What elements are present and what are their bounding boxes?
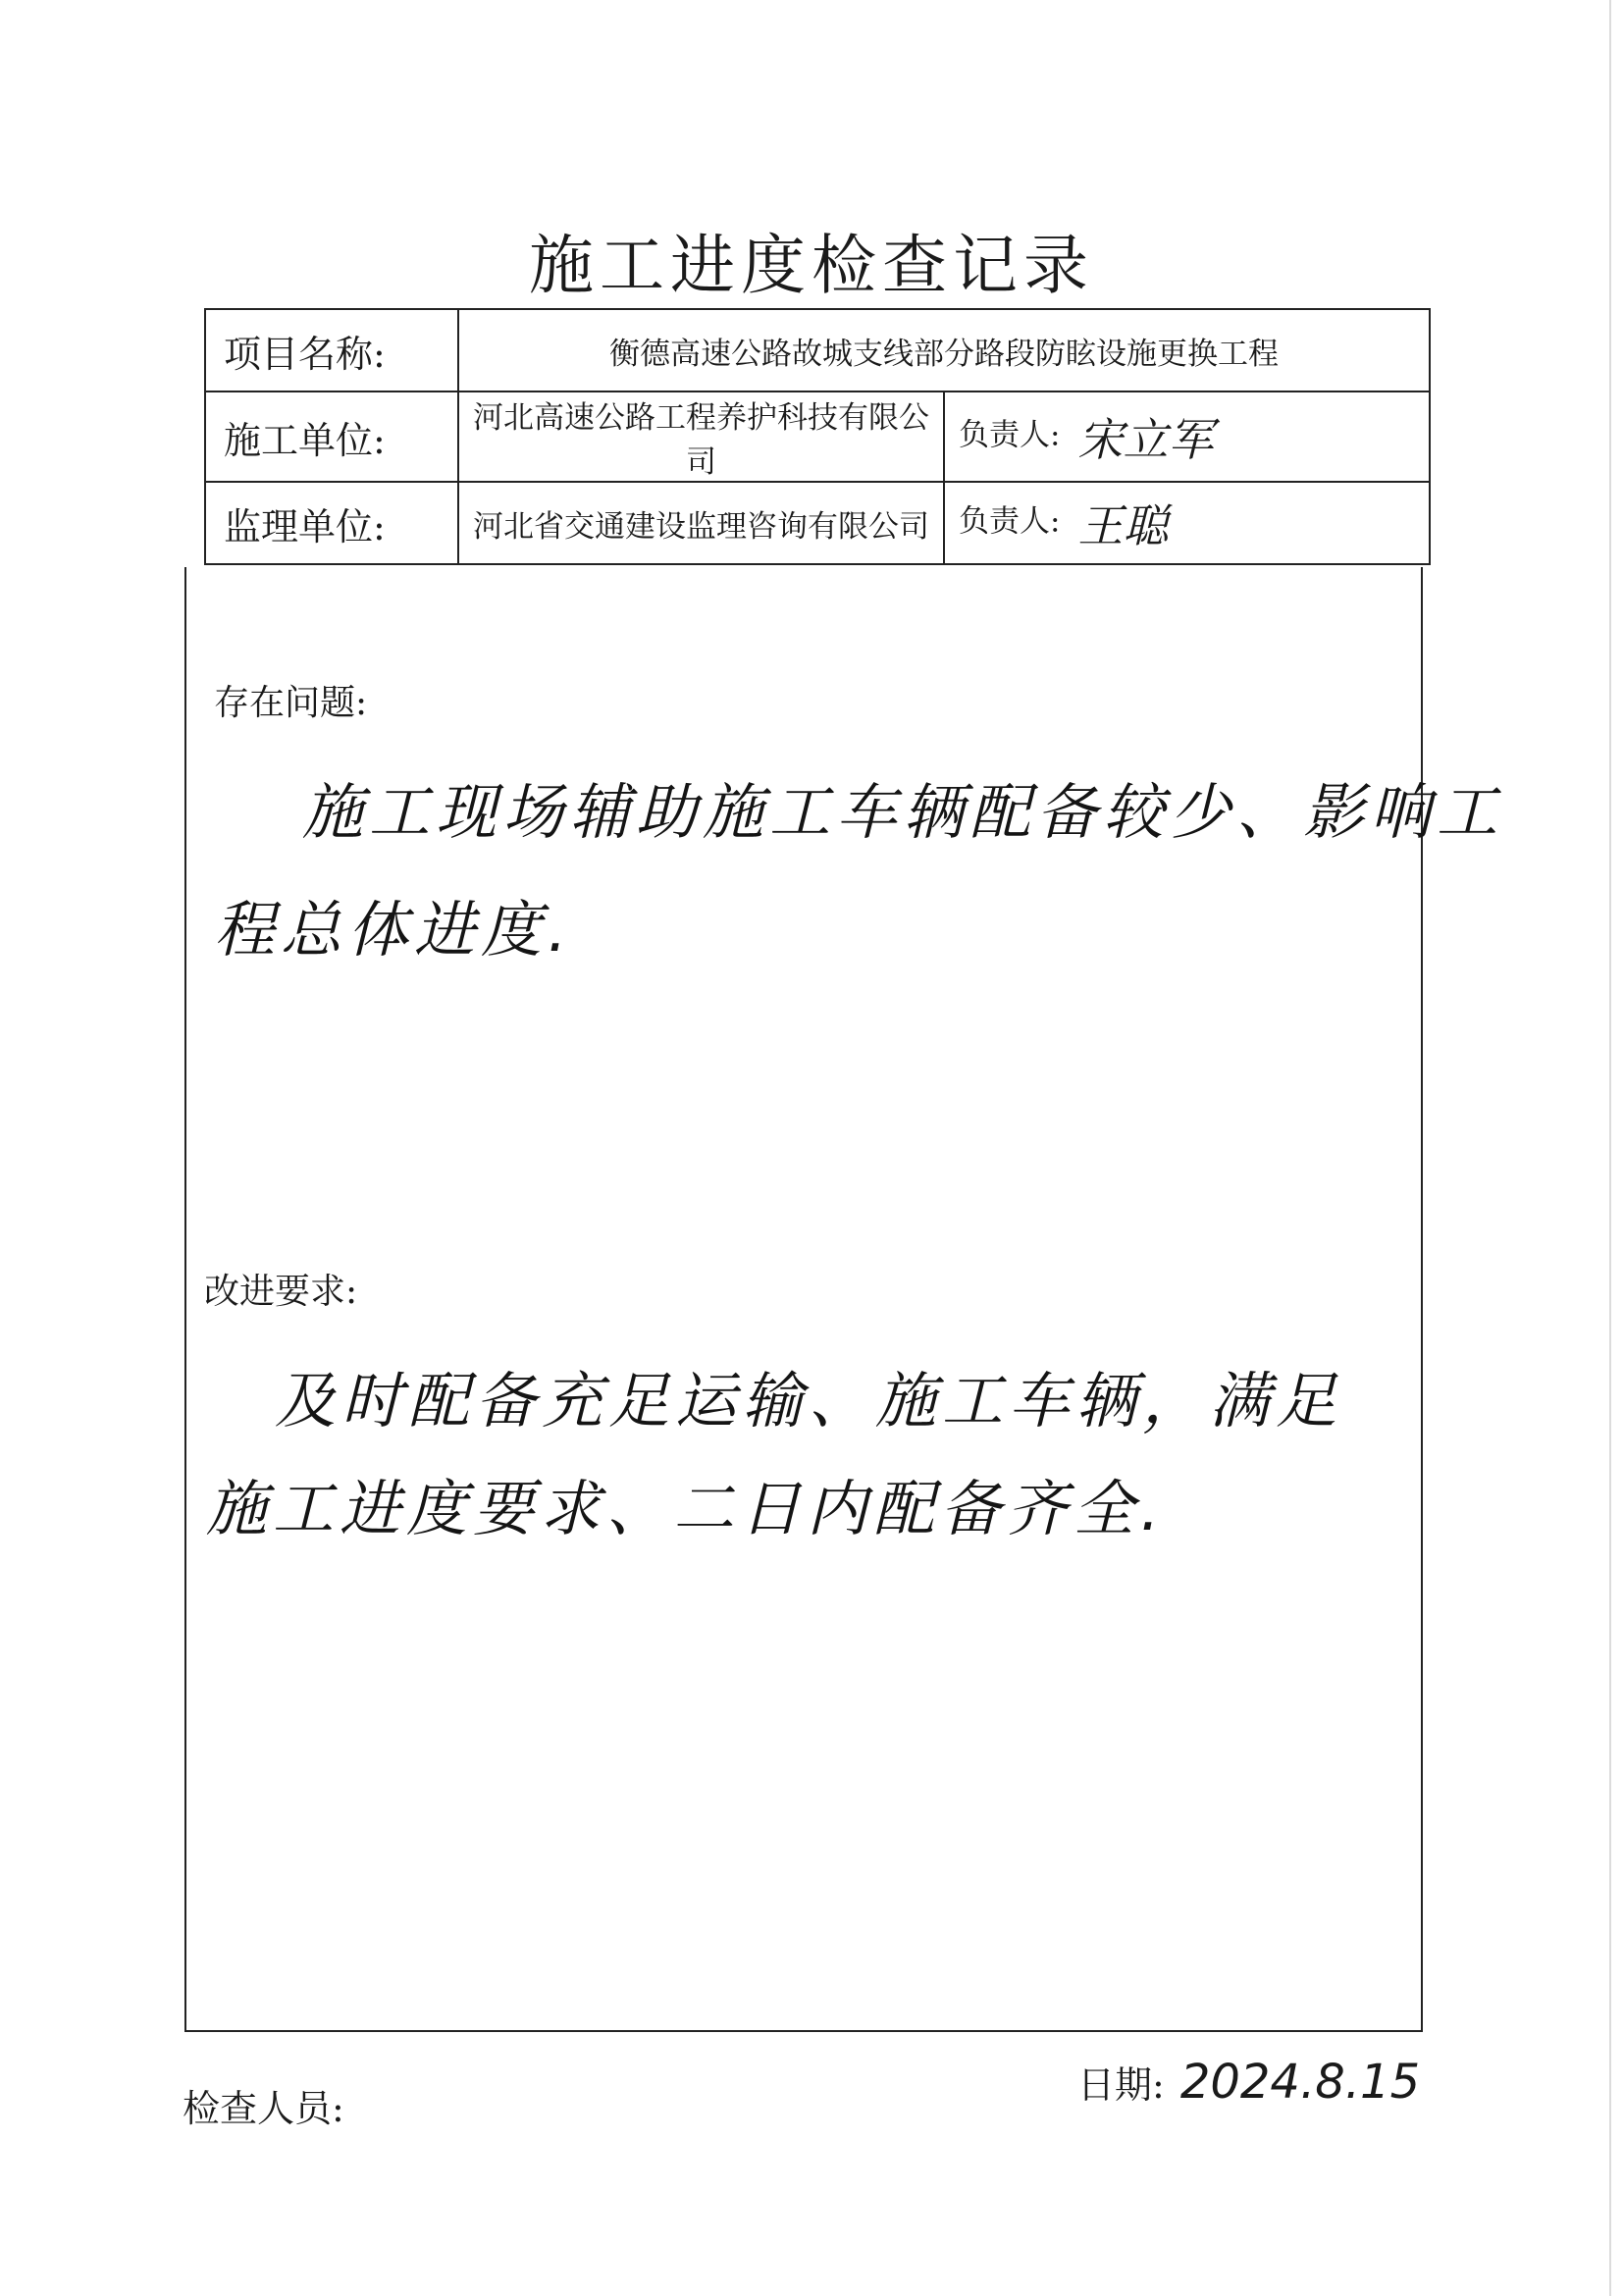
supervisor-row [205,482,1430,564]
page-edge [1609,0,1611,2296]
contractor-person-cell [944,391,1430,482]
requirements-label: 改进要求: [204,1272,358,1312]
project-name: 衡德高速公路故城支线部分路段防眩设施更换工程 [458,309,1430,391]
supervisor-person-label: 负责人: [959,503,1061,540]
record-body [184,567,1504,2032]
contractor-label: 施工单位: [205,391,458,482]
project-row [205,309,1430,391]
date-value: 2024.8.15 [1179,2055,1421,2110]
requirements-line-2: 施工进度要求、二日内配备齐全. [206,1473,1166,1544]
document-title: 施工进度检查记录 [529,228,1094,303]
info-table [204,308,1431,565]
contractor-person-label: 负责人: [959,417,1061,453]
supervisor-person-cell [944,482,1430,564]
project-label: 项目名称: [205,309,458,391]
issues-line-2: 程总体进度. [214,894,573,965]
contractor-row [205,391,1430,482]
contractor-name: 河北高速公路工程养护科技有限公司 [458,391,944,482]
supervisor-label: 监理单位: [205,482,458,564]
issues-line-1: 施工现场辅助施工车辆配备较少、影响工 [302,776,1504,848]
inspector-label: 检查人员: [183,2087,344,2130]
date-field [1077,2055,1420,2110]
requirements-line-1: 及时配备充足运输、施工车辆，满足 [275,1365,1343,1436]
supervisor-signature: 王聪 [1077,499,1169,552]
contractor-signature: 宋立军 [1077,413,1214,466]
supervisor-name: 河北省交通建设监理咨询有限公司 [458,482,944,564]
date-label: 日期: [1077,2063,1165,2107]
issues-label: 存在问题: [214,683,368,723]
